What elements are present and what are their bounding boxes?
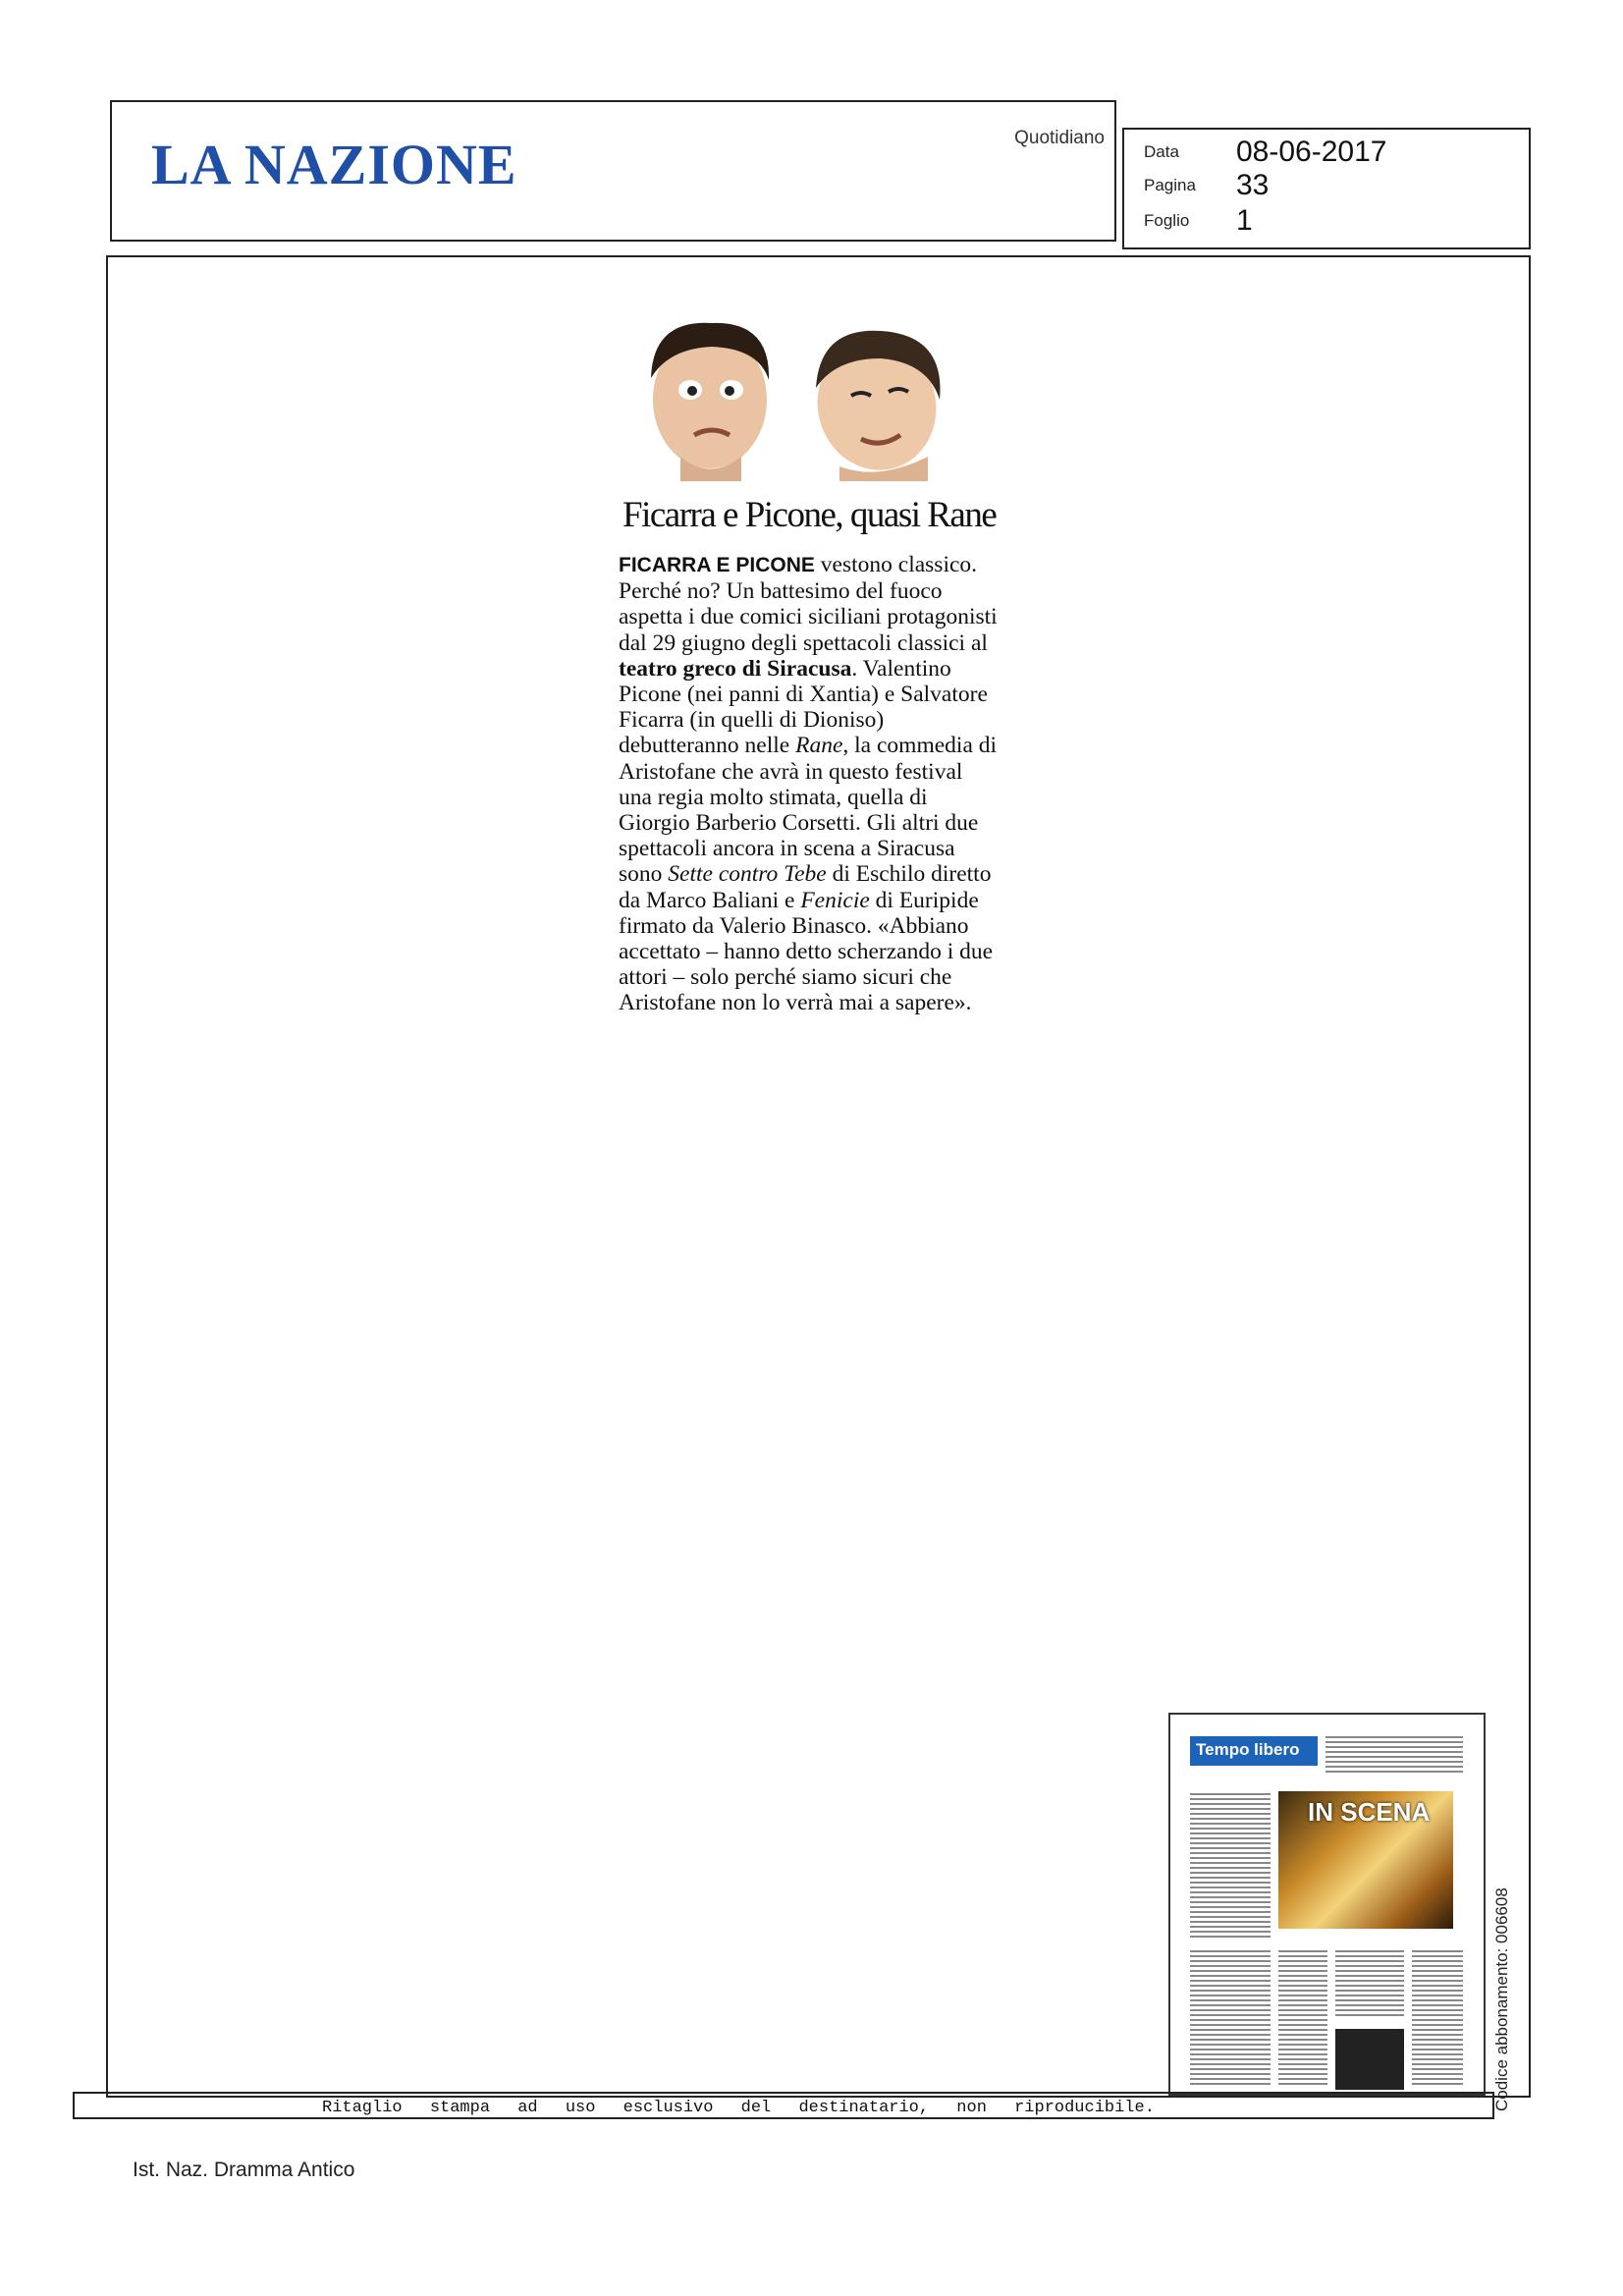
article-text-3: , la commedia di Aristofane che avrà in questo festival una regia molto stimata, quella di Giorgio Barberio Corsetti. Gli altri due spettacoli ancora in scena a Siracusa sono: [619, 733, 998, 888]
date-label: Data: [1144, 142, 1179, 161]
thumbnail-text-block: [1278, 1950, 1327, 2088]
meta-date-row: [1144, 136, 1386, 169]
thumbnail-text-block: [1190, 1793, 1271, 1941]
page-thumbnail: [1168, 1713, 1486, 2096]
thumbnail-section-header: [1190, 1736, 1318, 1766]
footer-notice: Ritaglio stampa ad uso esclusivo del destinatario, non riproducibile.: [322, 2099, 1155, 2117]
page-label: Pagina: [1144, 176, 1196, 194]
subscription-code: Codice abbonamento: 006608: [1492, 1887, 1511, 2111]
thumbnail-section-title: Tempo libero: [1196, 1740, 1300, 1759]
article-italic-2: Sette contro Tebe: [668, 861, 827, 888]
thumbnail-feature-image: [1278, 1791, 1453, 1929]
article-text-2: . Valentino Picone (nei panni di Xantia) e Salvatore Ficarra (in quelli di Dioniso) debutteranno nelle: [619, 655, 988, 759]
thumbnail-dark-box: [1335, 2029, 1404, 2090]
article-italic-3: Fenicie: [800, 887, 870, 913]
article-bold-1: teatro greco di Siracusa: [619, 655, 852, 682]
article-lead: FICARRA E PICONE: [619, 554, 815, 576]
article-body: [619, 552, 998, 1016]
publication-logo: LA NAZIONE: [151, 133, 517, 196]
thumbnail-text-block: [1412, 1950, 1463, 2088]
source-label: Ist. Naz. Dramma Antico: [133, 2159, 355, 2181]
sheet-value: 1: [1236, 204, 1253, 237]
meta-sheet-row: [1144, 204, 1253, 238]
thumbnail-text-block: [1325, 1736, 1463, 1776]
page-value: 33: [1236, 169, 1270, 201]
date-value: 08-06-2017: [1236, 136, 1387, 168]
meta-page-row: [1144, 169, 1269, 202]
sheet-label: Foglio: [1144, 211, 1190, 230]
article-headline: Ficarra e Picone, quasi Rane: [622, 495, 997, 535]
article-text-5: di Euripide firmato da Valerio Binasco. «Abbiano accettato – hanno detto scherzando i due attori – solo perché siamo sicuri che Aristofane non lo verrà mai a sapere».: [619, 887, 994, 1016]
thumbnail-banner: IN SCENA: [1308, 1797, 1431, 1827]
thumbnail-text-block: [1335, 1950, 1404, 2019]
meta-box: [1122, 128, 1531, 249]
publication-type: Quotidiano: [1014, 128, 1105, 148]
article-text-4: di Eschilo diretto da Marco Baliani e: [619, 861, 992, 913]
comedians-photo: [633, 309, 977, 481]
thumbnail-text-block: [1190, 1950, 1271, 2088]
article-text-1: vestono classico. Perché no? Un battesimo del fuoco aspetta i due comici siciliani protagonisti dal 29 giugno degli spettacoli classici al: [619, 552, 998, 656]
article-italic-1: Rane: [795, 733, 843, 759]
masthead: [110, 100, 1116, 242]
